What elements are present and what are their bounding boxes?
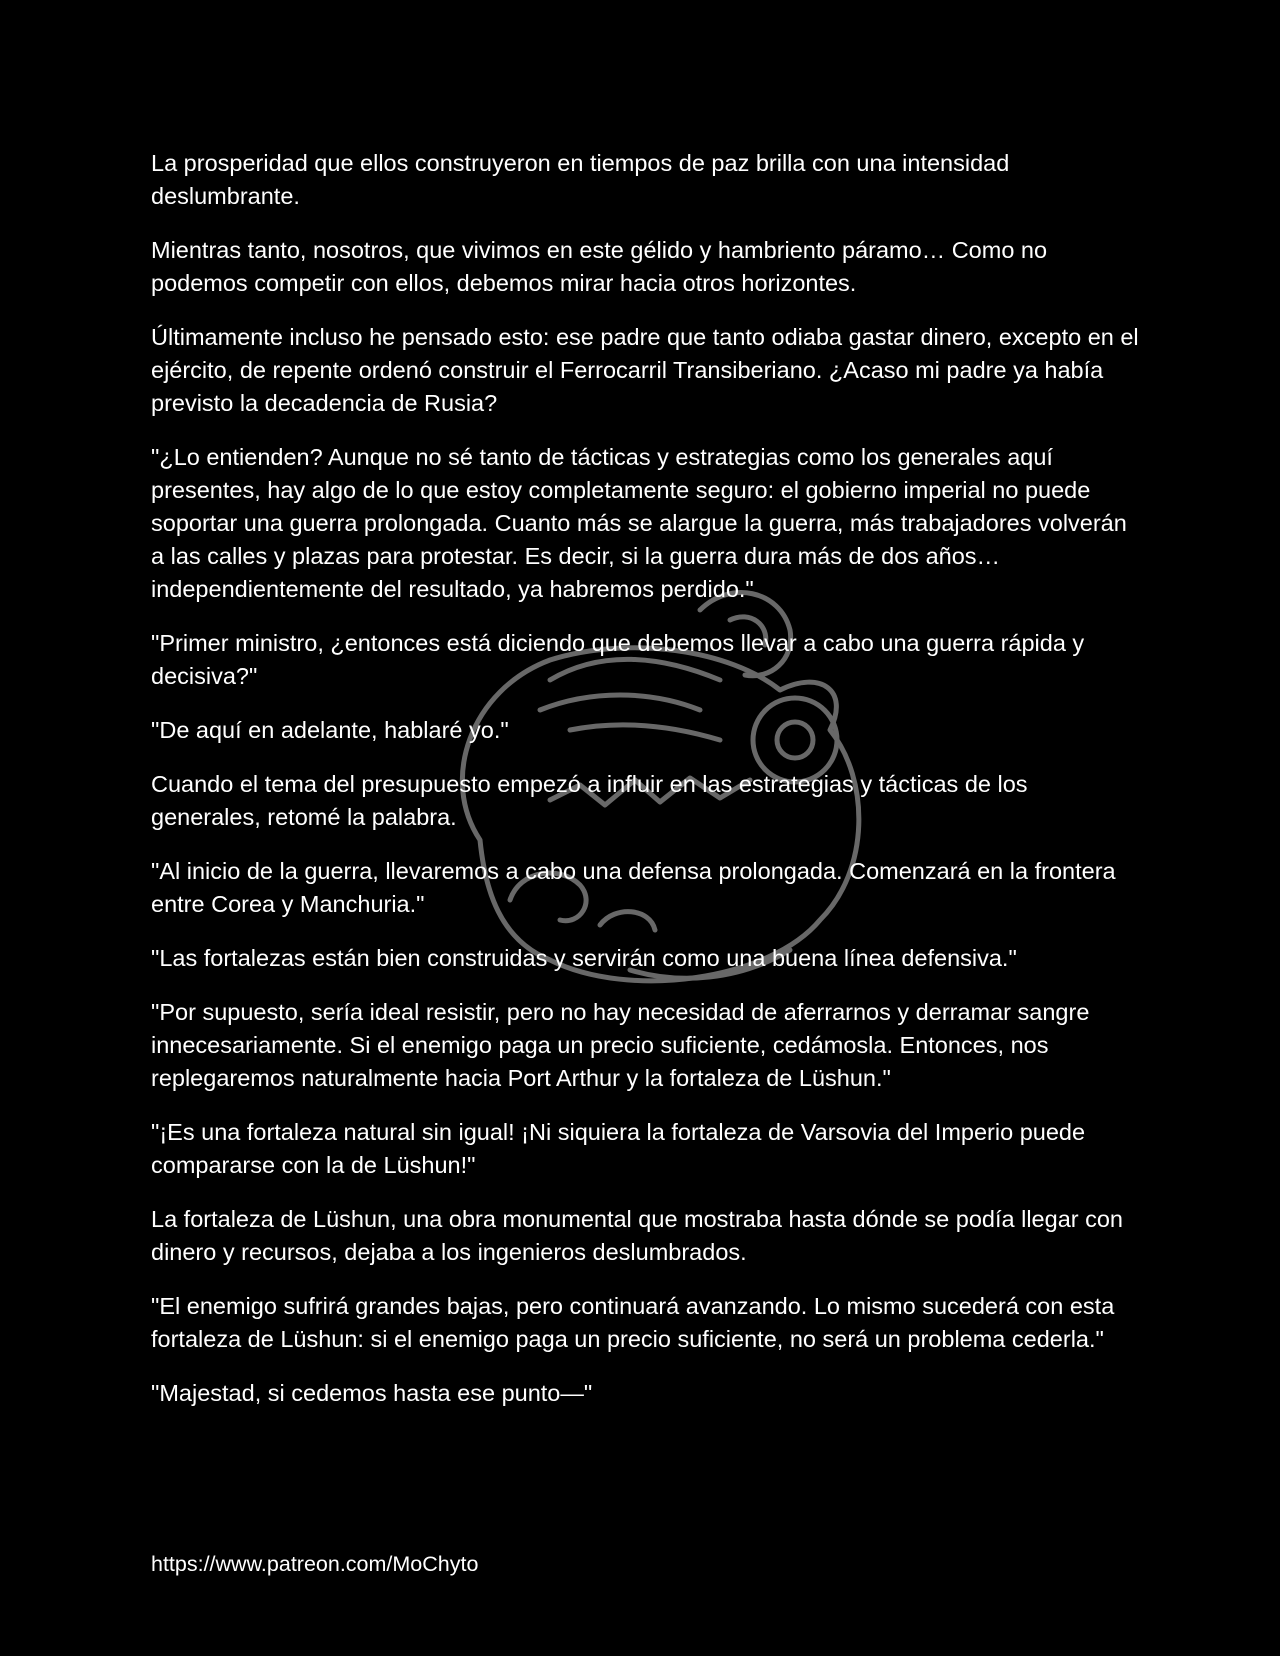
paragraph: La fortaleza de Lüshun, una obra monumental que mostraba hasta dónde se podía llegar con dinero y recursos, dejaba a los ingenieros deslumbrados.	[151, 1206, 1124, 1265]
paragraph: Mientras tanto, nosotros, que vivimos en este gélido y hambriento páramo… Como no podemos competir con ellos, debemos mirar hacia otros horizontes.	[151, 237, 1048, 296]
article-body	[151, 147, 1141, 1431]
paragraph: "De aquí en adelante, hablaré yo."	[151, 717, 509, 743]
paragraph: "Las fortalezas están bien construidas y servirán como una buena línea defensiva."	[151, 945, 1017, 971]
paragraph: La prosperidad que ellos construyeron en tiempos de paz brilla con una intensidad deslumbrante.	[151, 150, 1010, 209]
patreon-link[interactable]: https://www.patreon.com/MoChyto	[151, 1552, 479, 1576]
paragraph: Últimamente incluso he pensado esto: ese padre que tanto odiaba gastar dinero, excepto en el ejército, de repente ordenó construir el Ferrocarril Transiberiano. ¿Acaso mi padre ya había previsto la decadencia de Rusia?	[151, 324, 1139, 416]
paragraph: "¡Es una fortaleza natural sin igual! ¡Ni siquiera la fortaleza de Varsovia del Imperio puede compararse con la de Lüshun!"	[151, 1119, 1086, 1178]
paragraph: Cuando el tema del presupuesto empezó a influir en las estrategias y tácticas de los generales, retomé la palabra.	[151, 771, 1028, 830]
paragraph: "Majestad, si cedemos hasta ese punto—"	[151, 1380, 593, 1406]
paragraph: "Primer ministro, ¿entonces está diciendo que debemos llevar a cabo una guerra rápida y decisiva?"	[151, 630, 1085, 689]
paragraph: "Al inicio de la guerra, llevaremos a cabo una defensa prolongada. Comenzará en la frontera entre Corea y Manchuria."	[151, 858, 1116, 917]
paragraph: "El enemigo sufrirá grandes bajas, pero continuará avanzando. Lo mismo sucederá con esta fortaleza de Lüshun: si el enemigo paga un precio suficiente, no será un problema cederla."	[151, 1293, 1115, 1352]
paragraph: "¿Lo entienden? Aunque no sé tanto de tácticas y estrategias como los generales aquí presentes, hay algo de lo que estoy completamente seguro: el gobierno imperial no puede soportar una guerra prolongada. Cuanto más se alargue la guerra, más trabajadores volverán a las calles y plazas para protestar. Es decir, si la guerra dura más de dos años… independientemente del resultado, ya habremos perdido."	[151, 444, 1127, 602]
paragraph: "Por supuesto, sería ideal resistir, pero no hay necesidad de aferrarnos y derramar sangre innecesariamente. Si el enemigo paga un precio suficiente, cedámosla. Entonces, nos replegaremos naturalmente hacia Port Arthur y la fortaleza de Lüshun."	[151, 999, 1090, 1091]
